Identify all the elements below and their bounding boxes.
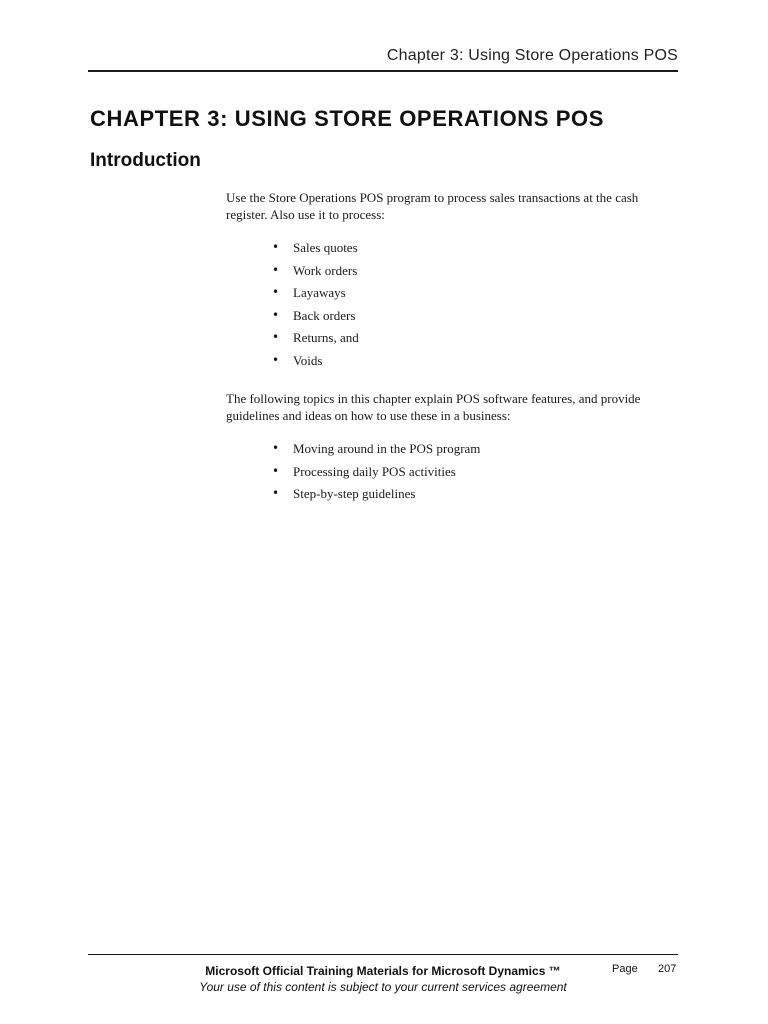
bullet-icon: • (272, 262, 280, 277)
list-item-text: Step-by-step guidelines (293, 486, 416, 502)
list-item (272, 239, 672, 262)
list-item (272, 262, 672, 285)
bullet-icon: • (272, 486, 280, 501)
section-heading: Introduction (90, 150, 201, 171)
list-item (272, 463, 672, 486)
list-item-text: Layaways (293, 285, 346, 301)
footer-rule (88, 954, 678, 955)
page-number: 207 (658, 963, 677, 975)
list-item (272, 440, 672, 463)
footer-notice: Your use of this content is subject to your current services agreement (199, 980, 567, 994)
bullet-icon: • (272, 285, 280, 300)
intro-bullet-list (272, 239, 672, 375)
bullet-icon: • (272, 240, 280, 254)
footer-title: Microsoft Official Training Materials for Microsoft Dynamics ™ (205, 964, 561, 978)
list-item (272, 329, 672, 352)
bullet-icon: • (272, 463, 280, 478)
list-item (272, 485, 672, 508)
bullet-icon: • (272, 307, 280, 322)
bullet-icon: • (272, 441, 280, 455)
topics-paragraph: The following topics in this chapter explain POS software features, and provide guidelines and ideas on how to use these in a business: (226, 391, 641, 423)
list-item-text: Back orders (293, 307, 356, 323)
list-item (272, 352, 672, 375)
running-header (88, 46, 678, 72)
page-label: Page (612, 963, 638, 975)
list-item-text: Returns, and (293, 330, 359, 346)
list-item (272, 307, 672, 330)
topics-bullet-list (272, 440, 672, 508)
list-item-text: Voids (293, 352, 323, 368)
running-header-title: Chapter 3: Using Store Operations POS (386, 47, 678, 64)
intro-block (226, 189, 676, 223)
topics-block (226, 390, 676, 424)
list-item-text: Work orders (293, 262, 358, 278)
list-item-text: Moving around in the POS program (293, 441, 481, 456)
intro-paragraph: Use the Store Operations POS program to process sales transactions at the cash register. Also use it to process: (226, 190, 639, 222)
bullet-icon: • (272, 330, 280, 345)
chapter-title: CHAPTER 3: USING STORE OPERATIONS POS (90, 106, 605, 131)
list-item-text: Sales quotes (293, 240, 358, 255)
list-item-text: Processing daily POS activities (293, 463, 456, 479)
bullet-icon: • (272, 352, 280, 367)
list-item (272, 284, 672, 307)
